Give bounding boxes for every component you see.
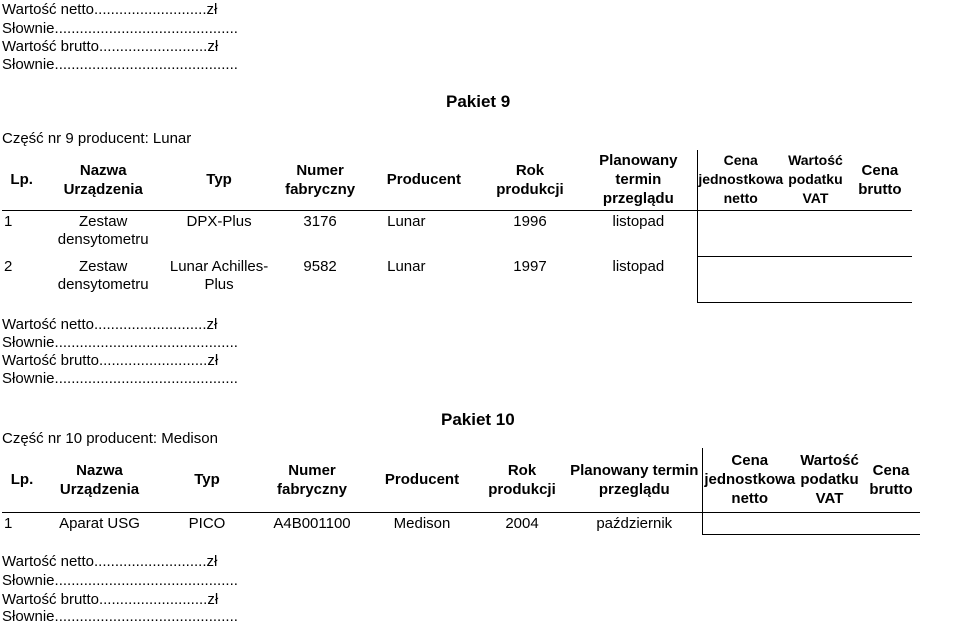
net-words-line: Słownie............................................ bbox=[2, 334, 238, 351]
cell-unit-price bbox=[702, 512, 797, 534]
header-serial: Numer fabryczny bbox=[257, 448, 367, 512]
cell-inspection: październik bbox=[596, 514, 673, 532]
cell-gross bbox=[848, 210, 912, 256]
cell-gross bbox=[862, 512, 920, 534]
header-producer: Producent bbox=[367, 150, 480, 210]
gross-words-line: Słownie............................................ bbox=[2, 608, 238, 625]
header-vat: Wartość podatku VAT bbox=[797, 448, 862, 512]
gross-value-line: Wartość brutto..........................zł bbox=[2, 38, 219, 55]
header-inspection: Planowany termin przeglądu bbox=[579, 150, 697, 210]
cell-gross bbox=[848, 256, 912, 302]
header-vat: Wartość podatku VAT bbox=[783, 150, 848, 210]
cell-year: 1997 bbox=[513, 258, 547, 275]
header-name: Nazwa Urządzenia bbox=[41, 150, 165, 210]
net-value-line: Wartość netto...........................zł bbox=[2, 316, 218, 333]
net-value-line: Wartość netto...........................zł bbox=[2, 553, 218, 570]
header-producer: Producent bbox=[367, 448, 477, 512]
package-part: Część nr 9 producent: Lunar bbox=[2, 130, 192, 147]
cell-serial: 9582 bbox=[303, 258, 337, 275]
cell-name: Aparat USG bbox=[59, 514, 140, 532]
cell-serial: 3176 bbox=[303, 212, 337, 230]
cell-name: Zestaw densytometru bbox=[57, 258, 149, 293]
table-header-row bbox=[2, 448, 920, 512]
header-type: Typ bbox=[157, 448, 257, 512]
cell-inspection: listopad bbox=[612, 212, 665, 230]
header-inspection: Planowany termin przeglądu bbox=[567, 448, 702, 512]
cell-name: Zestaw densytometru bbox=[57, 212, 149, 248]
header-type: Typ bbox=[165, 150, 273, 210]
table-row bbox=[2, 210, 912, 256]
table-header-row bbox=[2, 150, 912, 210]
header-lp: Lp. bbox=[2, 448, 42, 512]
header-gross: Cena brutto bbox=[848, 150, 912, 210]
header-year: Rok produkcji bbox=[477, 448, 567, 512]
cell-type: DPX-Plus bbox=[186, 212, 252, 230]
cell-vat bbox=[783, 210, 848, 256]
cell-lp: 1 bbox=[4, 212, 13, 230]
cell-unit-price bbox=[698, 210, 783, 256]
gross-value-line: Wartość brutto..........................zł bbox=[2, 591, 219, 608]
header-gross: Cena brutto bbox=[862, 448, 920, 512]
table-row bbox=[2, 256, 912, 302]
package-title: Pakiet 9 bbox=[446, 92, 511, 111]
cell-producer: Medison bbox=[393, 514, 451, 532]
header-unit-price: Cena jednostkowa netto bbox=[698, 150, 783, 210]
cell-producer: Lunar bbox=[387, 258, 426, 275]
header-serial: Numer fabryczny bbox=[273, 150, 367, 210]
cell-type: PICO bbox=[188, 514, 226, 532]
package-title: Pakiet 10 bbox=[441, 410, 515, 429]
cell-unit-price bbox=[698, 256, 783, 302]
cell-type: Lunar Achilles-Plus bbox=[169, 258, 269, 293]
cell-year: 1996 bbox=[513, 212, 547, 230]
header-name: Nazwa Urządzenia bbox=[42, 448, 157, 512]
cell-year: 2004 bbox=[505, 514, 539, 532]
cell-inspection: listopad bbox=[612, 258, 665, 275]
header-lp: Lp. bbox=[2, 150, 41, 210]
cell-serial: A4B001100 bbox=[273, 514, 351, 532]
gross-value-line: Wartość brutto..........................zł bbox=[2, 352, 219, 369]
cell-lp: 2 bbox=[4, 258, 13, 275]
table-row bbox=[2, 512, 920, 534]
cell-vat bbox=[797, 512, 862, 534]
cell-lp: 1 bbox=[4, 514, 13, 532]
header-unit-price: Cena jednostkowa netto bbox=[702, 448, 797, 512]
package-part: Część nr 10 producent: Medison bbox=[2, 430, 218, 447]
package-table bbox=[2, 448, 920, 535]
package-table bbox=[2, 150, 912, 303]
cell-vat bbox=[783, 256, 848, 302]
gross-words-line: Słownie............................................ bbox=[2, 56, 238, 73]
header-year: Rok produkcji bbox=[481, 150, 580, 210]
net-words-line: Słownie............................................ bbox=[2, 572, 238, 589]
net-words-line: Słownie............................................ bbox=[2, 20, 238, 37]
cell-producer: Lunar bbox=[387, 212, 426, 230]
net-value-line: Wartość netto...........................zł bbox=[2, 1, 218, 18]
gross-words-line: Słownie............................................ bbox=[2, 370, 238, 387]
